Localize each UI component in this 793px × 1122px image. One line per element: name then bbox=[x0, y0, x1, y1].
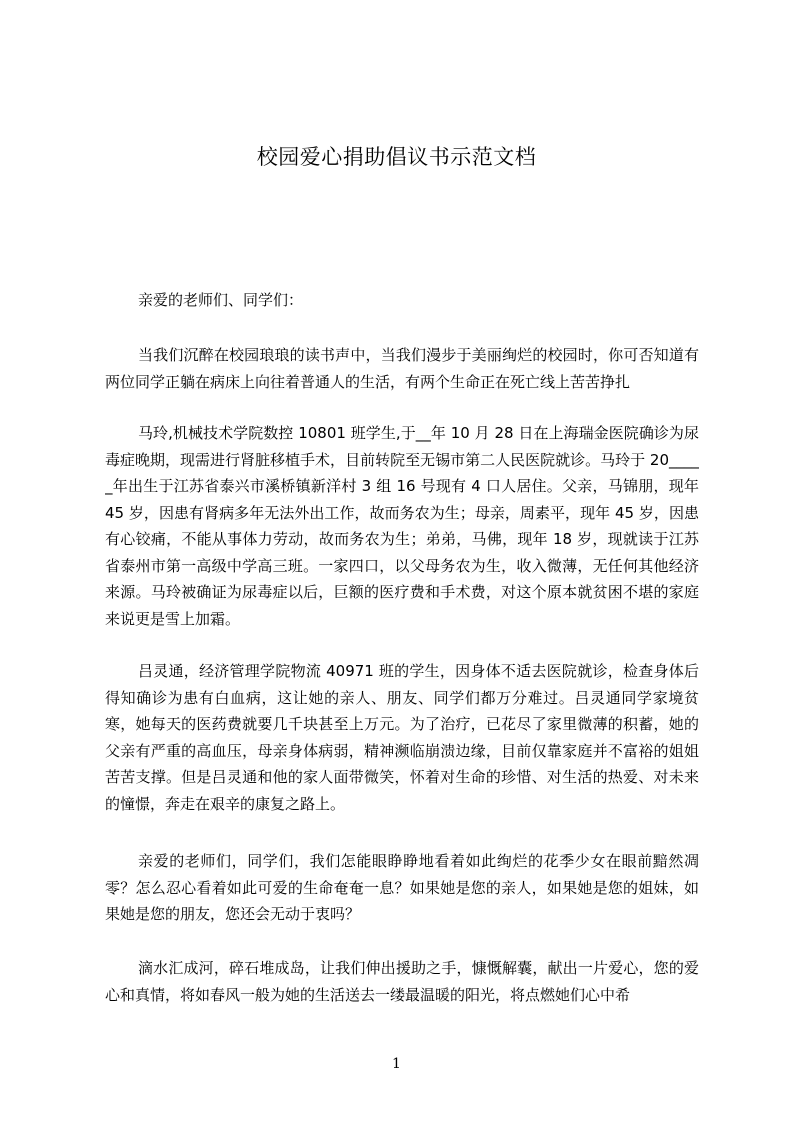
paragraph-lv-lingtong: 吕灵通，经济管理学院物流 40971 班的学生，因身体不适去医院就诊，检查身体后得知确诊为患有白血病，这让她的亲人、朋友、同学们都万分难过。吕灵通同学家境贫寒，她每天的医药费就要几千块甚至上万元。为了治疗，已花尽了家里微薄的积蓄，她的父亲有严重的高血压，母亲身体病弱，精神濒临崩溃边缘，目前仅靠家庭并不富裕的姐姐苦苦支撑。但是吕灵通和他的家人面带微笑，怀着对生命的珍惜、对生活的热爱、对未来的憧憬，奔走在艰辛的康复之路上。 bbox=[105, 662, 699, 813]
page-number: 1 bbox=[392, 1056, 401, 1072]
paragraph-call-to-action: 滴水汇成河，碎石堆成岛，让我们伸出援助之手，慷慨解囊，献出一片爱心，您的爱心和真情，将如春风一般为她的生活送去一缕最温暖的阳光，将点燃她们心中希 bbox=[105, 959, 699, 1004]
paragraph-appeal: 亲爱的老师们，同学们，我们怎能眼睁睁地看着如此绚烂的花季少女在眼前黯然凋零？怎么忍心看着如此可爱的生命奄奄一息？如果她是您的亲人，如果她是您的姐妹，如果她是您的朋友，您还会无动于衷吗？ bbox=[105, 852, 699, 923]
salutation: 亲爱的老师们、同学们： bbox=[138, 291, 304, 309]
paragraph-intro: 当我们沉醉在校园琅琅的读书声中，当我们漫步于美丽绚烂的校园时，你可否知道有两位同学正躺在病床上向往着普通人的生活，有两个生命正在死亡线上苦苦挣扎 bbox=[105, 346, 699, 391]
page-title: 校园爱心捐助倡议书示范文档 bbox=[256, 145, 537, 169]
paragraph-ma-ling: 马玲,机械技术学院数控 10801 班学生,于__年 10 月 28 日在上海瑞金医院确诊为尿毒症晚期，现需进行肾脏移植手术，目前转院至无锡市第二人民医院就诊。马玲于 20_____年出生于江苏省泰兴市溪桥镇新洋村 3 组 16 号现有 4 口人居住。父亲，马锦朋，现年 45 岁，因患有肾病多年无法外出工作，故而务农为生；母亲，周素平，现年 45 岁，因患有心铰痛，不能从事体力劳动，故而务农为生；弟弟，马佛，现年 18 岁，现就读于江苏省泰州市第一高级中学高三班。一家四口，以父母务农为生，收入微薄，无任何其他经济来源。马玲被确证为尿毒症以后，巨额的医疗费和手术费，对这个原本就贫困不堪的家庭来说更是雪上加霜。 bbox=[105, 424, 699, 628]
